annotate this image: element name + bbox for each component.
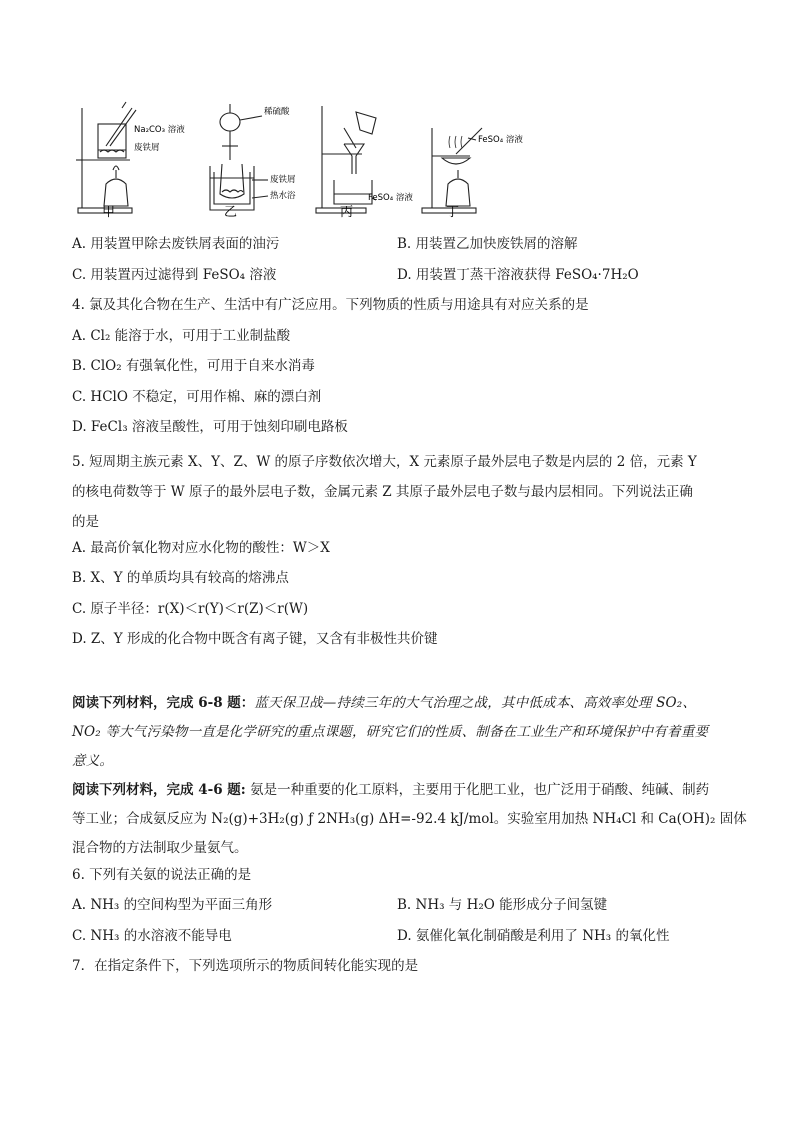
- q5-option-c: C. 原子半径：r(X)＜r(Y)＜r(Z)＜r(W): [72, 600, 309, 617]
- q3-option-a: A. 用装置甲除去废铁屑表面的油污: [72, 236, 280, 252]
- apparatus-drawing: [72, 98, 722, 220]
- q4-option-b: B. ClO₂ 有强氧化性，可用于自来水消毒: [72, 358, 315, 374]
- reading1-text-1: 蓝天保卫战—持续三年的大气治理之战，其中低成本、高效率处理 SO₂、: [254, 694, 697, 711]
- q6-option-d: D. 氨催化氧化制硝酸是利用了 NH₃ 的氧化性: [397, 927, 670, 944]
- q7-stem: 7．在指定条件下，下列选项所示的物质间转化能实现的是: [72, 958, 419, 974]
- label-water-bath: 热水浴: [270, 191, 296, 201]
- caption-ding: 丁: [446, 205, 460, 220]
- q5-stem-line1: 5. 短周期主族元素 X、Y、Z、W 的原子序数依次增大，X 元素原子最外层电子数是内层的 2 倍，元素 Y: [72, 453, 697, 470]
- label-acid: 稀硫酸: [264, 107, 290, 117]
- reading1-text-2: NO₂ 等大气污染物一直是化学研究的重点课题，研究它们的性质、制备在工业生产和环境保护中有着重要: [72, 723, 709, 740]
- reading2-text-1: 氨是一种重要的化工原料，主要用于化肥工业，也广泛用于硝酸、纯碱、制药: [245, 781, 710, 798]
- q6-option-c: C. NH₃ 的水溶液不能导电: [72, 927, 232, 944]
- reading1-text-3: 意义。: [72, 752, 114, 769]
- reading2-text-2: 等工业；合成氨反应为 N₂(g)+3H₂(g) ƒ 2NH₃(g) ΔH=-92.4 kJ/mol。实验室用加热 NH₄Cl 和 Ca(OH)₂ 固体: [72, 810, 747, 827]
- caption-bing: 丙: [340, 205, 354, 220]
- apparatus-figures: [72, 98, 722, 220]
- q3-option-b: B. 用装置乙加快废铁屑的溶解: [397, 236, 578, 252]
- apparatus-jia: [76, 102, 136, 213]
- reading2-text-3: 混合物的方法制取少量氨气。: [72, 839, 248, 856]
- q3-option-c: C. 用装置丙过滤得到 FeSO₄ 溶液: [72, 266, 277, 283]
- exam-page: [72, 98, 747, 987]
- q3-options-row1: [72, 234, 722, 255]
- reading2-line1: [72, 777, 722, 804]
- apparatus-yi: [210, 104, 268, 210]
- caption-yi: 乙: [224, 205, 238, 220]
- q3-options-row2: [72, 265, 722, 286]
- label-na2co3: Na₂CO₃ 溶液: [134, 125, 185, 135]
- q6-option-a: A. NH₃ 的空间构型为平面三角形: [72, 897, 273, 913]
- q5-stem-line3: 的是: [72, 513, 99, 530]
- q4-option-d: D. FeCl₃ 溶液呈酸性，可用于蚀刻印刷电路板: [72, 419, 348, 435]
- reading1-line1: [72, 690, 722, 717]
- apparatus-bing: [316, 106, 376, 213]
- caption-jia: 甲: [102, 205, 116, 220]
- q6-option-b: B. NH₃ 与 H₂O 能形成分子间氢键: [397, 897, 608, 913]
- q4-stem: 4. 氯及其化合物在生产、生活中有广泛应用。下列物质的性质与用途具有对应关系的是: [72, 297, 589, 313]
- apparatus-ding: [422, 128, 482, 213]
- label-feso4-bing: FeSO₄ 溶液: [368, 193, 413, 203]
- q5-option-b: B. X、Y 的单质均具有较高的熔沸点: [72, 570, 289, 586]
- label-scrap-2: 废铁屑: [270, 175, 296, 185]
- q5-option-a: A. 最高价氧化物对应水化物的酸性：W＞X: [72, 539, 330, 556]
- reading1-heading: 阅读下列材料，完成 6-8 题：: [72, 694, 255, 711]
- q5-option-d: D. Z、Y 形成的化合物中既含有离子键，又含有非极性共价键: [72, 631, 438, 647]
- reading2-heading: 阅读下列材料，完成 4-6 题:: [72, 781, 246, 798]
- q6-options-row2: [72, 926, 722, 947]
- q5-stem-line2: 的核电荷数等于 W 原子的最外层电子数，金属元素 Z 其原子最外层电子数与最内层相同。下列说法正确: [72, 483, 693, 500]
- q6-stem: 6. 下列有关氨的说法正确的是: [72, 866, 252, 883]
- label-scrap-1: 废铁屑: [134, 143, 160, 153]
- q4-option-a: A. Cl₂ 能溶于水，可用于工业制盐酸: [72, 327, 291, 344]
- q3-option-d: D. 用装置丁蒸干溶液获得 FeSO₄·7H₂O: [397, 266, 639, 283]
- label-feso4-ding: FeSO₄ 溶液: [478, 135, 523, 145]
- q4-option-c: C. HClO 不稳定，可用作棉、麻的漂白剂: [72, 388, 322, 405]
- q6-options-row1: [72, 895, 722, 916]
